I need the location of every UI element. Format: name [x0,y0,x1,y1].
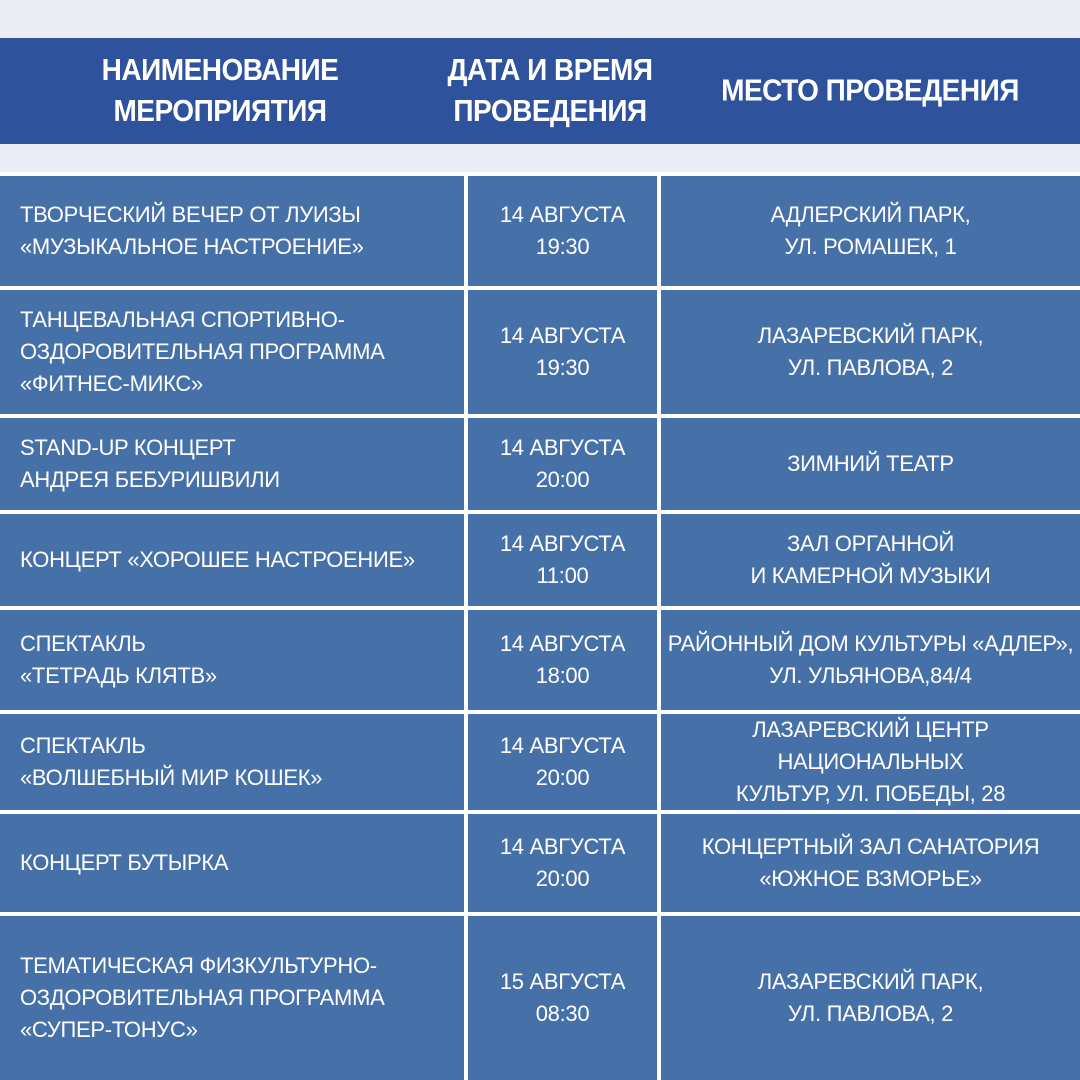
event-name: КОНЦЕРТ «ХОРОШЕЕ НАСТРОЕНИЕ» [20,547,415,572]
event-venue-cell [661,290,1080,414]
event-datetime: 14 АВГУСТА 11:00 [499,531,626,588]
event-name-cell [0,916,464,1080]
table-row [0,814,1080,912]
event-datetime-cell [468,176,657,286]
table-row [0,610,1080,710]
event-datetime: 14 АВГУСТА 20:00 [499,733,626,790]
table-row [0,418,1080,510]
event-venue-cell [661,610,1080,710]
event-venue: АДЛЕРСКИЙ ПАРК, УЛ. РОМАШЕК, 1 [770,202,971,259]
table-row [0,916,1080,1080]
event-datetime-cell [468,916,657,1080]
event-venue: КОНЦЕРТНЫЙ ЗАЛ САНАТОРИЯ «ЮЖНОЕ ВЗМОРЬЕ» [701,834,1040,891]
table-row [0,290,1080,414]
event-datetime-cell [468,714,657,810]
event-venue-cell [661,714,1080,810]
event-datetime: 14 АВГУСТА 20:00 [499,834,626,891]
event-venue: ЛАЗАРЕВСКИЙ ПАРК, УЛ. ПАВЛОВА, 2 [757,323,984,380]
event-venue: РАЙОННЫЙ ДОМ КУЛЬТУРЫ «АДЛЕР», УЛ. УЛЬЯНОВА,84/4 [667,631,1074,688]
event-datetime: 15 АВГУСТА 08:30 [499,969,626,1026]
event-name-cell [0,418,464,510]
event-name-cell [0,514,464,606]
event-venue-cell [661,814,1080,912]
event-venue: ЗАЛ ОРГАННОЙ И КАМЕРНОЙ МУЗЫКИ [750,531,991,588]
event-name: ТЕМАТИЧЕСКАЯ ФИЗКУЛЬТУРНО- ОЗДОРОВИТЕЛЬНАЯ ПРОГРАММА «СУПЕР-ТОНУС» [20,953,385,1042]
event-name-cell [0,610,464,710]
event-venue-cell [661,916,1080,1080]
header-date-time-label: ДАТА И ВРЕМЯ ПРОВЕДЕНИЯ [447,53,653,128]
event-datetime-cell [468,814,657,912]
table-row [0,514,1080,606]
header-venue-label: МЕСТО ПРОВЕДЕНИЯ [721,73,1019,108]
event-name-cell [0,290,464,414]
header-event-name-label: НАИМЕНОВАНИЕ МЕРОПРИЯТИЯ [101,53,339,128]
event-name: СПЕКТАКЛЬ «ТЕТРАДЬ КЛЯТВ» [20,631,217,688]
event-name-cell [0,714,464,810]
event-venue-cell [661,514,1080,606]
event-name: ТАНЦЕВАЛЬНАЯ СПОРТИВНО- ОЗДОРОВИТЕЛЬНАЯ ПРОГРАММА «ФИТНЕС-МИКС» [20,307,385,396]
event-venue-cell [661,176,1080,286]
table-header [0,38,1080,144]
event-name: ТВОРЧЕСКИЙ ВЕЧЕР ОТ ЛУИЗЫ «МУЗЫКАЛЬНОЕ НАСТРОЕНИЕ» [20,202,364,259]
table-body [0,172,1080,1080]
event-name-cell [0,814,464,912]
table-row [0,714,1080,810]
table-row [0,176,1080,286]
event-datetime-cell [468,418,657,510]
event-datetime-cell [468,514,657,606]
header-event-name [0,34,440,148]
event-name: СПЕКТАКЛЬ «ВОЛШЕБНЫЙ МИР КОШЕК» [20,733,323,790]
event-datetime: 14 АВГУСТА 18:00 [499,631,626,688]
event-datetime: 14 АВГУСТА 20:00 [499,435,626,492]
event-datetime-cell [468,290,657,414]
event-venue: ЗИМНИЙ ТЕАТР [787,451,954,476]
event-venue-cell [661,418,1080,510]
header-venue [660,34,1080,148]
event-venue: ЛАЗАРЕВСКИЙ ПАРК, УЛ. ПАВЛОВА, 2 [757,969,984,1026]
event-name-cell [0,176,464,286]
event-venue: ЛАЗАРЕВСКИЙ ЦЕНТР НАЦИОНАЛЬНЫХ КУЛЬТУР, УЛ. ПОБЕДЫ, 28 [735,717,1006,806]
event-datetime-cell [468,610,657,710]
event-datetime: 14 АВГУСТА 19:30 [499,202,626,259]
event-name: STAND-UP КОНЦЕРТ АНДРЕЯ БЕБУРИШВИЛИ [20,435,280,492]
event-name: КОНЦЕРТ БУТЫРКА [20,850,229,875]
header-date-time [440,34,660,148]
event-datetime: 14 АВГУСТА 19:30 [499,323,626,380]
